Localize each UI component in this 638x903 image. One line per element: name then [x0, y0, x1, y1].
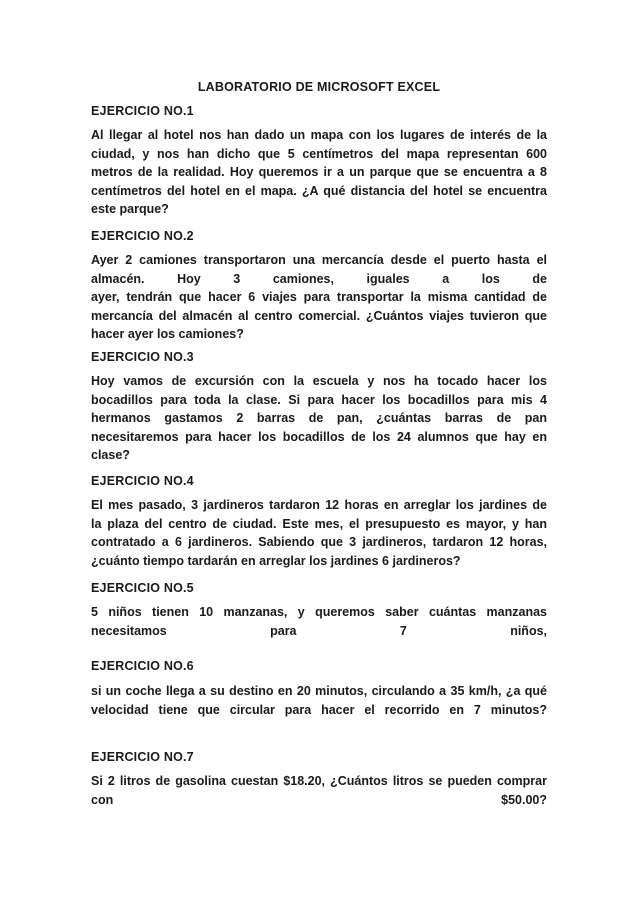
text-line: ¿cuánto tiempo tardarán en arreglar los jardines 6 jardineros?: [91, 553, 461, 568]
exercise-4-text: [91, 496, 547, 570]
document-title: LABORATORIO DE MICROSOFT EXCEL: [197, 80, 441, 94]
exercise-4-heading: EJERCICIO NO.4: [91, 474, 194, 488]
text-line: ayer, tendrán que hacer 6 viajes para transportar la misma cantidad de: [91, 290, 547, 304]
text-line: centímetros del hotel en el mapa. ¿A qué distancia del hotel se encuentra: [91, 183, 547, 198]
exercise-7-heading: EJERCICIO NO.7: [91, 750, 194, 764]
exercise-2-heading: EJERCICIO NO.2: [91, 229, 194, 243]
exercise-5-text: [91, 603, 547, 640]
text-line: con $50.00?: [91, 792, 547, 807]
text-line: Ayer 2 camiones transportaron una mercancía desde el puerto hasta el: [91, 253, 547, 267]
text-line: mercancía del almacén al centro comercial. ¿Cuántos viajes tuvieron que: [91, 308, 547, 323]
text-line: contratado a 6 jardineros. Sabiendo que 3 jardineros, tardaron 12 horas,: [91, 535, 547, 549]
exercise-3-text: [91, 372, 547, 465]
exercise-1-text: [91, 126, 547, 219]
exercise-1-heading: EJERCICIO NO.1: [91, 104, 194, 118]
text-line: El mes pasado, 3 jardineros tardaron 12 horas en arreglar los jardines de: [91, 498, 547, 512]
text-line: este parque?: [91, 202, 169, 216]
text-line: clase?: [91, 448, 130, 462]
text-line: metros de la realidad. Hoy queremos ir a un parque que se encuentra a 8: [91, 165, 547, 179]
text-line: necesitamos para 7 niños,: [91, 623, 547, 638]
text-line: hacer ayer los camiones?: [91, 327, 244, 341]
exercise-7-text: [91, 772, 547, 809]
text-line: velocidad tiene que circular para hacer el recorrido en 7 minutos?: [91, 702, 547, 717]
text-line: hermanos gastamos 2 barras de pan, ¿cuántas barras de pan: [91, 411, 547, 425]
exercise-5-heading: EJERCICIO NO.5: [91, 581, 194, 595]
text-line: 5 niños tienen 10 manzanas, y queremos saber cuántas manzanas: [91, 605, 547, 619]
text-line: ciudad, y nos han dicho que 5 centímetros del mapa representan 600: [91, 146, 547, 161]
text-line: Al llegar al hotel nos han dado un mapa con los lugares de interés de la: [91, 128, 547, 142]
exercise-3-heading: EJERCICIO NO.3: [91, 350, 194, 364]
text-line: almacén. Hoy 3 camiones, iguales a los de: [91, 271, 547, 286]
text-line: Hoy vamos de excursión con la escuela y nos ha tocado hacer los: [91, 374, 547, 388]
text-line: necesitaremos para hacer los bocadillos de los 24 alumnos que hay en: [91, 429, 547, 444]
text-line: si un coche llega a su destino en 20 minutos, circulando a 35 km/h, ¿a qué: [91, 684, 547, 698]
exercise-2-text: [91, 251, 547, 344]
text-line: la plaza del centro de ciudad. Este mes, el presupuesto es mayor, y han: [91, 516, 547, 531]
exercise-6-heading: EJERCICIO NO.6: [91, 659, 194, 673]
text-line: bocadillos para toda la clase. Si para hacer los bocadillos para mis 4: [91, 392, 547, 407]
text-line: Si 2 litros de gasolina cuestan $18.20, ¿Cuántos litros se pueden comprar: [91, 774, 547, 788]
exercise-6-text: [91, 682, 547, 719]
